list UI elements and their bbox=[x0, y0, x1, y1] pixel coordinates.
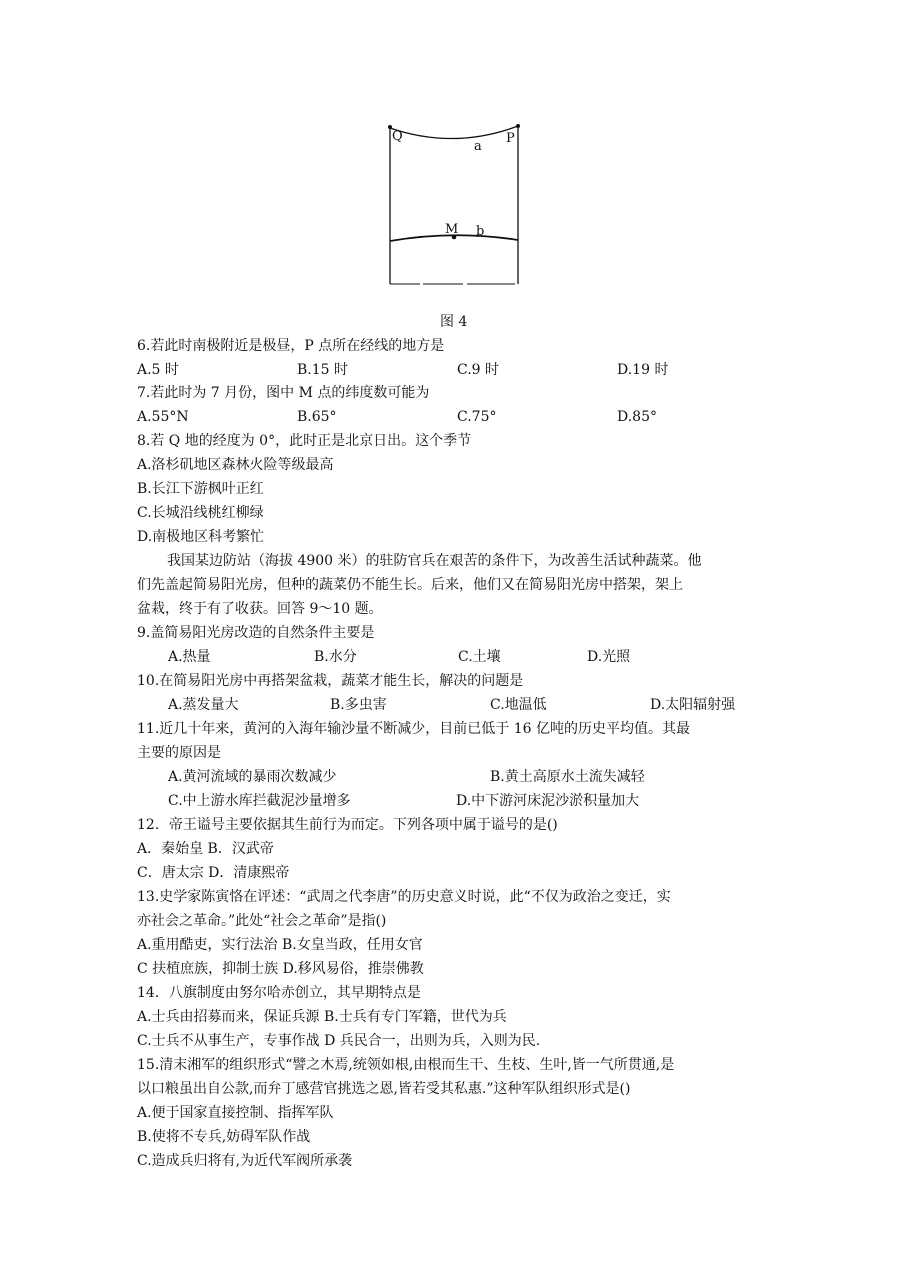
question-15-line-1: 15.清末湘军的组织形式“譬之木焉,统领如根,由根而生干、生枝、生叶,皆一气所贯通,是 bbox=[137, 1057, 675, 1073]
q7-option-c: C.75° bbox=[457, 409, 497, 425]
q7-option-b: B.65° bbox=[297, 409, 337, 425]
question-14: 14．八旗制度由努尔哈赤创立，其早期特点是 bbox=[137, 985, 421, 1001]
q6-option-b: B.15 时 bbox=[297, 362, 349, 378]
passage-line-2: 们先盖起简易阳光房，但种的蔬菜仍不能生长。后来，他们又在简易阳光房中搭架，架上 bbox=[137, 577, 683, 593]
label-a: a bbox=[474, 139, 482, 154]
q10-option-b: B.多虫害 bbox=[330, 697, 387, 713]
q8-option-a: A.洛杉矶地区森林火险等级最高 bbox=[137, 457, 334, 473]
q14-options-cd: C.士兵不从事生产，专事作战 D 兵民合一，出则为兵，入则为民. bbox=[137, 1033, 541, 1049]
label-p: P bbox=[506, 131, 515, 146]
q11-option-a: A.黄河流域的暴雨次数减少 bbox=[168, 769, 337, 785]
question-15-line-2: 以口粮虽出自公款,而弁丁感营官挑选之恩,皆若受其私惠.”这种军队组织形式是() bbox=[137, 1081, 631, 1097]
q8-option-b: B.长江下游枫叶正红 bbox=[137, 481, 264, 497]
q15-option-a: A.便于国家直接控制、指挥军队 bbox=[137, 1105, 334, 1121]
q12-options-ab: A．秦始皇 B．汉武帝 bbox=[137, 841, 274, 857]
question-11-line-1: 11.近几十年来，黄河的入海年输沙量不断减少，目前已低于 16 亿吨的历史平均值。其最 bbox=[137, 721, 690, 737]
q11-option-c: C.中上游水库拦截泥沙量增多 bbox=[168, 793, 351, 809]
question-9: 9.盖简易阳光房改造的自然条件主要是 bbox=[137, 625, 375, 641]
q14-options-ab: A.士兵由招募而来，保证兵源 B.士兵有专门军籍，世代为兵 bbox=[137, 1009, 507, 1025]
label-q: Q bbox=[392, 129, 403, 144]
q10-option-d: D.太阳辐射强 bbox=[650, 697, 736, 713]
q7-option-d: D.85° bbox=[617, 409, 657, 425]
figure-caption: 图 4 bbox=[440, 314, 468, 330]
q7-option-a: A.55°N bbox=[137, 409, 189, 425]
q6-option-a: A.5 时 bbox=[137, 362, 179, 378]
label-m: M bbox=[445, 222, 459, 237]
q9-option-a: A.热量 bbox=[168, 649, 211, 665]
q13-options-ab: A.重用酷吏，实行法治 B.女皇当政，任用女官 bbox=[137, 937, 423, 953]
q9-option-c: C.土壤 bbox=[458, 649, 501, 665]
question-11-line-2: 主要的原因是 bbox=[137, 745, 221, 761]
q8-option-c: C.长城沿线桃红柳绿 bbox=[137, 505, 264, 521]
q9-option-b: B.水分 bbox=[314, 649, 357, 665]
q8-option-d: D.南极地区科考繁忙 bbox=[137, 529, 265, 545]
question-12: 12．帝王谥号主要依据其生前行为而定。下列各项中属于谥号的是() bbox=[137, 817, 558, 833]
passage-line-3: 盆栽，终于有了收获。回答 9～10 题。 bbox=[137, 601, 383, 617]
q11-option-d: D.中下游河床泥沙淤积量加大 bbox=[456, 793, 640, 809]
question-7: 7.若此时为 7 月份，图中 M 点的纬度数可能为 bbox=[137, 385, 430, 401]
q13-options-cd: C 扶植庶族，抑制士族 D.移风易俗，推崇佛教 bbox=[137, 961, 424, 977]
q15-option-c: C.造成兵归将有,为近代军阀所承袭 bbox=[137, 1153, 353, 1169]
q6-option-c: C.9 时 bbox=[457, 362, 500, 378]
q12-options-cd: C．唐太宗 D．清康熙帝 bbox=[137, 865, 290, 881]
q10-option-c: C.地温低 bbox=[490, 697, 547, 713]
question-13-line-1: 13.史学家陈寅恪在评述：“武周之代李唐”的历史意义时说，此“不仅为政治之变迁，实 bbox=[137, 889, 671, 905]
q15-option-b: B.使将不专兵,妨碍军队作战 bbox=[137, 1129, 311, 1145]
label-b: b bbox=[476, 224, 485, 239]
q9-option-d: D.光照 bbox=[587, 649, 631, 665]
q6-option-d: D.19 时 bbox=[617, 362, 669, 378]
question-8: 8.若 Q 地的经度为 0°，此时正是北京日出。这个季节 bbox=[137, 433, 472, 449]
passage-line-1: 我国某边防站（海拔 4900 米）的驻防官兵在艰苦的条件下，为改善生活试种蔬菜。他 bbox=[167, 553, 702, 569]
q11-option-b: B.黄土高原水土流失减轻 bbox=[490, 769, 645, 785]
question-10: 10.在简易阳光房中再搭架盆栽，蔬菜才能生长，解决的问题是 bbox=[137, 673, 524, 689]
figure-4-diagram bbox=[385, 120, 525, 290]
q10-option-a: A.蒸发量大 bbox=[168, 697, 239, 713]
question-13-line-2: 亦社会之革命。”此处“社会之革命”是指() bbox=[137, 913, 387, 929]
question-6: 6.若此时南极附近是极昼，P 点所在经线的地方是 bbox=[137, 338, 445, 354]
